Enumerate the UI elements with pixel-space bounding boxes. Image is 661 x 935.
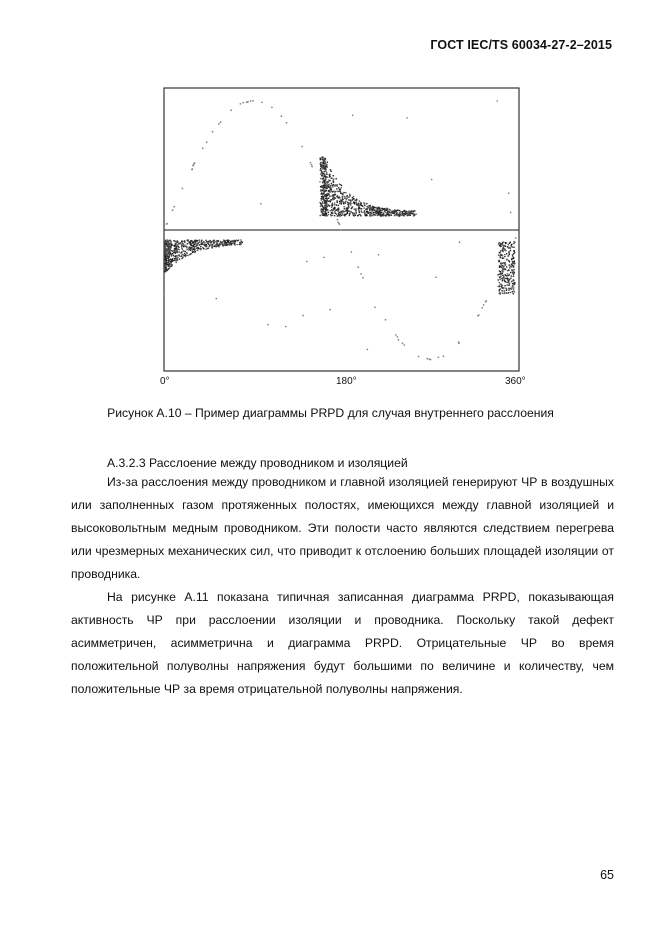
x-tick-360: 360° [505,376,526,387]
x-tick-0: 0° [160,376,170,387]
prpd-figure [160,84,526,390]
prpd-diagram [160,84,526,390]
paragraph-1: Из-за расслоения между проводником и главной изоляцией генерируют ЧР в воздушных или заполненных газом протяженных полостях, имеющихся между главной изоляцией и высоковольтным медным проводником. Эти полости часто являются следствием перегрева или чрезмерных механических сил, что приводит к отслоению больших площадей изоляции от проводника. [71,475,614,581]
page-number: 65 [600,868,614,882]
paragraph-2: На рисунке А.11 показана типичная записанная диаграмма PRPD, показывающая активность ЧР при расслоении изоляции и проводника. Поскольку такой дефект асимметричен, асимметрична и диаграмма PRPD. Отрицательные ЧР во время положительной полуволны напряжения будут большими по величине и количеству, чем положительные ЧР за время отрицательной полуволны напряжения. [71,590,614,696]
figure-caption: Рисунок А.10 – Пример диаграммы PRPD для случая внутреннего расслоения [107,406,554,420]
document-standard-header: ГОСТ IEC/TS 60034-27-2–2015 [430,38,612,52]
section-heading: А.3.2.3 Расслоение между проводником и изоляцией [107,456,408,470]
x-tick-180: 180° [336,376,357,387]
